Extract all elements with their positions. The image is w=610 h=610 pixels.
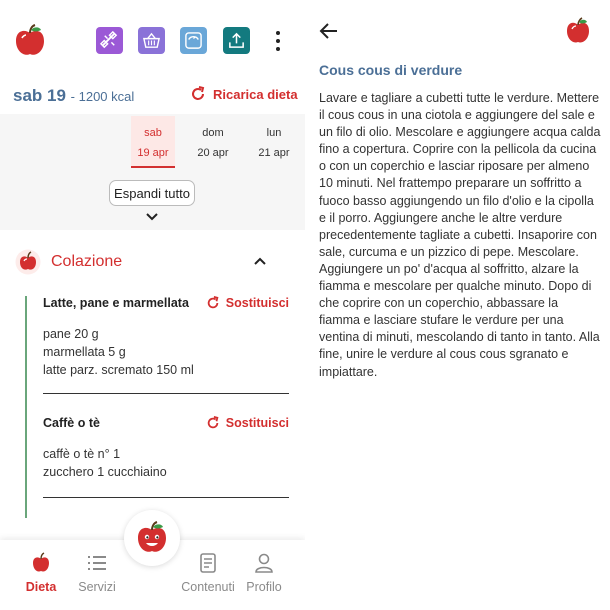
day-selector xyxy=(0,114,305,172)
meal-divider-line xyxy=(25,296,27,518)
replace-label: Sostituisci xyxy=(225,416,289,430)
apple-mascot-icon xyxy=(137,521,167,555)
ingredient: pane 20 g xyxy=(43,327,99,341)
recipe-title: Cous cous di verdure xyxy=(319,62,463,78)
nav-contents[interactable] xyxy=(178,552,238,594)
meal-item xyxy=(43,296,289,379)
list-icon xyxy=(86,552,108,574)
meal-title: Colazione xyxy=(51,253,123,270)
refresh-icon xyxy=(190,86,206,102)
chevron-up-icon[interactable] xyxy=(254,256,266,266)
person-icon xyxy=(253,552,275,574)
share-icon xyxy=(227,31,246,50)
apple-logo-icon xyxy=(566,17,590,45)
day-date: 20 apr xyxy=(197,147,229,159)
day-name: dom xyxy=(202,127,224,139)
reload-diet-button[interactable] xyxy=(190,86,298,102)
day-tab-lun[interactable] xyxy=(252,116,296,168)
weight-scale-button[interactable] xyxy=(180,27,207,54)
fitness-button[interactable] xyxy=(96,27,123,54)
nav-label: Servizi xyxy=(78,580,116,594)
apple-icon xyxy=(15,249,41,275)
divider xyxy=(43,497,289,498)
refresh-icon xyxy=(206,416,220,430)
top-bar xyxy=(0,0,305,80)
ingredient-list xyxy=(43,325,289,379)
meal-item-title: Caffè o tè xyxy=(43,416,100,430)
ingredient-list xyxy=(43,445,289,481)
replace-label: Sostituisci xyxy=(225,296,289,310)
expand-all-button[interactable]: Espandi tutto xyxy=(109,180,195,206)
day-name: lun xyxy=(266,127,282,139)
basket-icon xyxy=(142,31,161,50)
replace-button[interactable] xyxy=(206,416,289,430)
recipe-screen xyxy=(305,0,610,610)
reload-label: Ricarica dieta xyxy=(213,86,298,102)
date-row xyxy=(0,80,305,114)
ingredient: marmellata 5 g xyxy=(43,345,126,359)
meal-item xyxy=(43,416,289,481)
fitness-icon xyxy=(100,31,119,50)
day-date: 19 apr xyxy=(137,147,169,159)
nav-profile[interactable] xyxy=(234,552,294,594)
scale-icon xyxy=(184,31,203,50)
recipe-instructions: Lavare e tagliare a cubetti tutte le verdure. Mettere il cous cous in una ciotola e aggiungere del sale e un filo di olio. Mescolare e aggiungere acqua calda fino a copertura. Coprire con la pellicola da cucina o con un coperchio e lasciar riposare per almeno 10 minuti. Nel frattempo preparare un soffritto a fuoco basso aggiungendo un filo d'olio e la cipolla e il porro. Aggiungere anche le altre verdure precedentemente tagliate a cubetti. Insaporire con sale, curcuma e un pizzico di pepe. Mescolare. Aggiungere un po' d'acqua al soffritto, alzare la fiamma e mescolare per qualche minuto. Dopo di che coprire con un coperchio, abbassare la fiamma e lasciare stufare le verdure per una ventina di minuti, mescolando di tanto in tanto. Alla fine, unire le verdure al cous cous sgranato e impiattare. xyxy=(319,91,601,379)
chevron-down-icon[interactable] xyxy=(146,212,158,222)
apple-icon xyxy=(30,552,52,574)
nav-label: Dieta xyxy=(25,580,57,594)
nav-services[interactable] xyxy=(67,552,127,594)
back-arrow-icon[interactable] xyxy=(319,22,339,40)
nav-diet[interactable] xyxy=(11,552,71,594)
replace-button[interactable] xyxy=(206,296,289,310)
expand-area xyxy=(0,172,305,230)
meal-header[interactable] xyxy=(0,244,305,282)
nav-label: Contenuti xyxy=(181,580,235,594)
refresh-icon xyxy=(206,296,220,310)
kcal-label: - 1200 kcal xyxy=(70,89,135,104)
day-tab-dom[interactable] xyxy=(191,116,235,168)
ingredient: caffè o tè n° 1 xyxy=(43,447,121,461)
mascot-button[interactable] xyxy=(124,510,180,566)
more-menu-icon[interactable] xyxy=(270,28,286,54)
day-name: sab xyxy=(144,127,162,139)
date-label: sab 19 xyxy=(13,86,66,105)
nav-label: Profilo xyxy=(246,580,282,594)
meal-item-title: Latte, pane e marmellata xyxy=(43,296,189,310)
apple-logo-icon xyxy=(14,24,46,58)
ingredient: zucchero 1 cucchiaino xyxy=(43,465,167,479)
divider xyxy=(43,393,289,394)
ingredient: latte parz. scremato 150 ml xyxy=(43,363,194,377)
shopping-basket-button[interactable] xyxy=(138,27,165,54)
share-button[interactable] xyxy=(223,27,250,54)
document-icon xyxy=(197,552,219,574)
day-tab-sab[interactable] xyxy=(131,116,175,168)
day-date: 21 apr xyxy=(258,147,290,159)
current-date xyxy=(13,86,134,106)
